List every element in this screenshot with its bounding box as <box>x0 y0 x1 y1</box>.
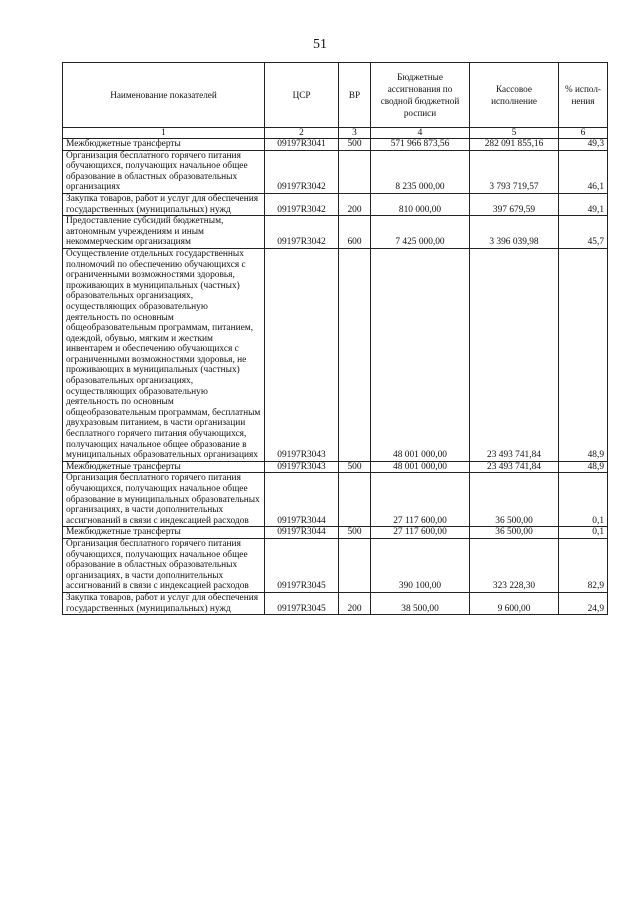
row-cash: 23 493 741,84 <box>470 248 559 461</box>
row-budget: 571 966 873,56 <box>371 139 470 151</box>
table-row <box>63 538 608 592</box>
column-number: 3 <box>339 128 371 139</box>
row-vr: 200 <box>339 592 371 614</box>
table-row <box>63 592 608 614</box>
row-cash: 3 396 039,98 <box>470 216 559 249</box>
row-cash: 282 091 855,16 <box>470 139 559 151</box>
row-csr: 09197R3042 <box>265 193 339 215</box>
table-row <box>63 527 608 539</box>
column-number: 1 <box>63 128 265 139</box>
row-name: Закупка товаров, работ и услуг для обеспечения государственных (муниципальных) нужд <box>63 193 265 215</box>
row-pct: 48,9 <box>559 248 608 461</box>
row-name: Межбюджетные трансферты <box>63 139 265 151</box>
row-vr: 500 <box>339 139 371 151</box>
table-row <box>63 150 608 193</box>
column-number: 2 <box>265 128 339 139</box>
header-pct: % испол-нения <box>559 63 608 128</box>
table-row <box>63 216 608 249</box>
row-name: Организация бесплатного горячего питания обучающихся, получающих начальное общее образование в областных образовательных организациях, в части дополнительных ассигнований в связи с индексацией расходов <box>63 538 265 592</box>
row-cash: 3 793 719,57 <box>470 150 559 193</box>
row-vr <box>339 248 371 461</box>
row-cash: 36 500,00 <box>470 527 559 539</box>
row-budget: 27 117 600,00 <box>371 473 470 527</box>
row-pct: 49,3 <box>559 139 608 151</box>
table-row <box>63 461 608 473</box>
row-pct: 46,1 <box>559 150 608 193</box>
row-vr: 500 <box>339 461 371 473</box>
row-csr: 09197R3042 <box>265 216 339 249</box>
row-name: Закупка товаров, работ и услуг для обеспечения государственных (муниципальных) нужд <box>63 592 265 614</box>
row-pct: 45,7 <box>559 216 608 249</box>
row-csr: 09197R3043 <box>265 248 339 461</box>
column-numbers-row <box>63 128 608 139</box>
row-budget: 810 000,00 <box>371 193 470 215</box>
row-budget: 48 001 000,00 <box>371 248 470 461</box>
row-name: Межбюджетные трансферты <box>63 527 265 539</box>
header-budget: Бюджетные ассигнования по сводной бюджетной росписи <box>371 63 470 128</box>
row-pct: 82,9 <box>559 538 608 592</box>
row-cash: 36 500,00 <box>470 473 559 527</box>
row-pct: 48,9 <box>559 461 608 473</box>
header-cash: Кассовое исполнение <box>470 63 559 128</box>
row-csr: 09197R3045 <box>265 538 339 592</box>
row-pct: 0,1 <box>559 473 608 527</box>
row-budget: 8 235 000,00 <box>371 150 470 193</box>
row-name: Организация бесплатного горячего питания обучающихся, получающих начальное общее образование в муниципальных образовательных организациях, в части дополнительных ассигнований в связи с индексацией расходов <box>63 473 265 527</box>
row-cash: 323 228,30 <box>470 538 559 592</box>
row-budget: 7 425 000,00 <box>371 216 470 249</box>
row-vr <box>339 538 371 592</box>
row-vr: 500 <box>339 527 371 539</box>
table-row <box>63 193 608 215</box>
header-csr: ЦСР <box>265 63 339 128</box>
table-row <box>63 248 608 461</box>
row-name: Осуществление отдельных государственных полномочий по обеспечению обучающихся с ограниченными возможностями здоровья, проживающих в муниципальных (частных) образовательных организациях, осуществляющих образовательную деятельность по основным общеобразовательным программам, питанием, одеждой, обувью, мягким и жестким инвентарем и обеспечению обучающихся с ограниченными возможностями здоровья, не проживающих в муниципальных (частных) образовательных организациях, осуществляющих образовательную деятельность по основным общеобразовательным программам, бесплатным двухразовым питанием, в части организации бесплатного горячего питания обучающихся, получающих начальное общее образование в муниципальных образовательных организациях <box>63 248 265 461</box>
row-vr: 600 <box>339 216 371 249</box>
row-csr: 09197R3043 <box>265 461 339 473</box>
row-vr <box>339 150 371 193</box>
row-name: Организация бесплатного горячего питания обучающихся, получающих начальное общее образование в областных образовательных организациях <box>63 150 265 193</box>
row-csr: 09197R3044 <box>265 473 339 527</box>
table-row <box>63 473 608 527</box>
row-name: Предоставление субсидий бюджетным, автономным учреждениям и иным некоммерческим организациям <box>63 216 265 249</box>
row-pct: 49,1 <box>559 193 608 215</box>
row-vr: 200 <box>339 193 371 215</box>
row-budget: 38 500,00 <box>371 592 470 614</box>
budget-execution-table <box>62 62 608 615</box>
row-vr <box>339 473 371 527</box>
header-name: Наименование показателей <box>63 63 265 128</box>
row-name: Межбюджетные трансферты <box>63 461 265 473</box>
row-csr: 09197R3044 <box>265 527 339 539</box>
row-budget: 48 001 000,00 <box>371 461 470 473</box>
row-cash: 9 600,00 <box>470 592 559 614</box>
page-number: 51 <box>313 37 327 52</box>
row-csr: 09197R3041 <box>265 139 339 151</box>
row-cash: 23 493 741,84 <box>470 461 559 473</box>
column-number: 5 <box>470 128 559 139</box>
table-row <box>63 139 608 151</box>
column-number: 6 <box>559 128 608 139</box>
row-csr: 09197R3042 <box>265 150 339 193</box>
table-header-row <box>63 63 608 128</box>
row-pct: 24,9 <box>559 592 608 614</box>
row-cash: 397 679,59 <box>470 193 559 215</box>
row-csr: 09197R3045 <box>265 592 339 614</box>
row-pct: 0,1 <box>559 527 608 539</box>
row-budget: 27 117 600,00 <box>371 527 470 539</box>
column-number: 4 <box>371 128 470 139</box>
header-vr: ВР <box>339 63 371 128</box>
row-budget: 390 100,00 <box>371 538 470 592</box>
